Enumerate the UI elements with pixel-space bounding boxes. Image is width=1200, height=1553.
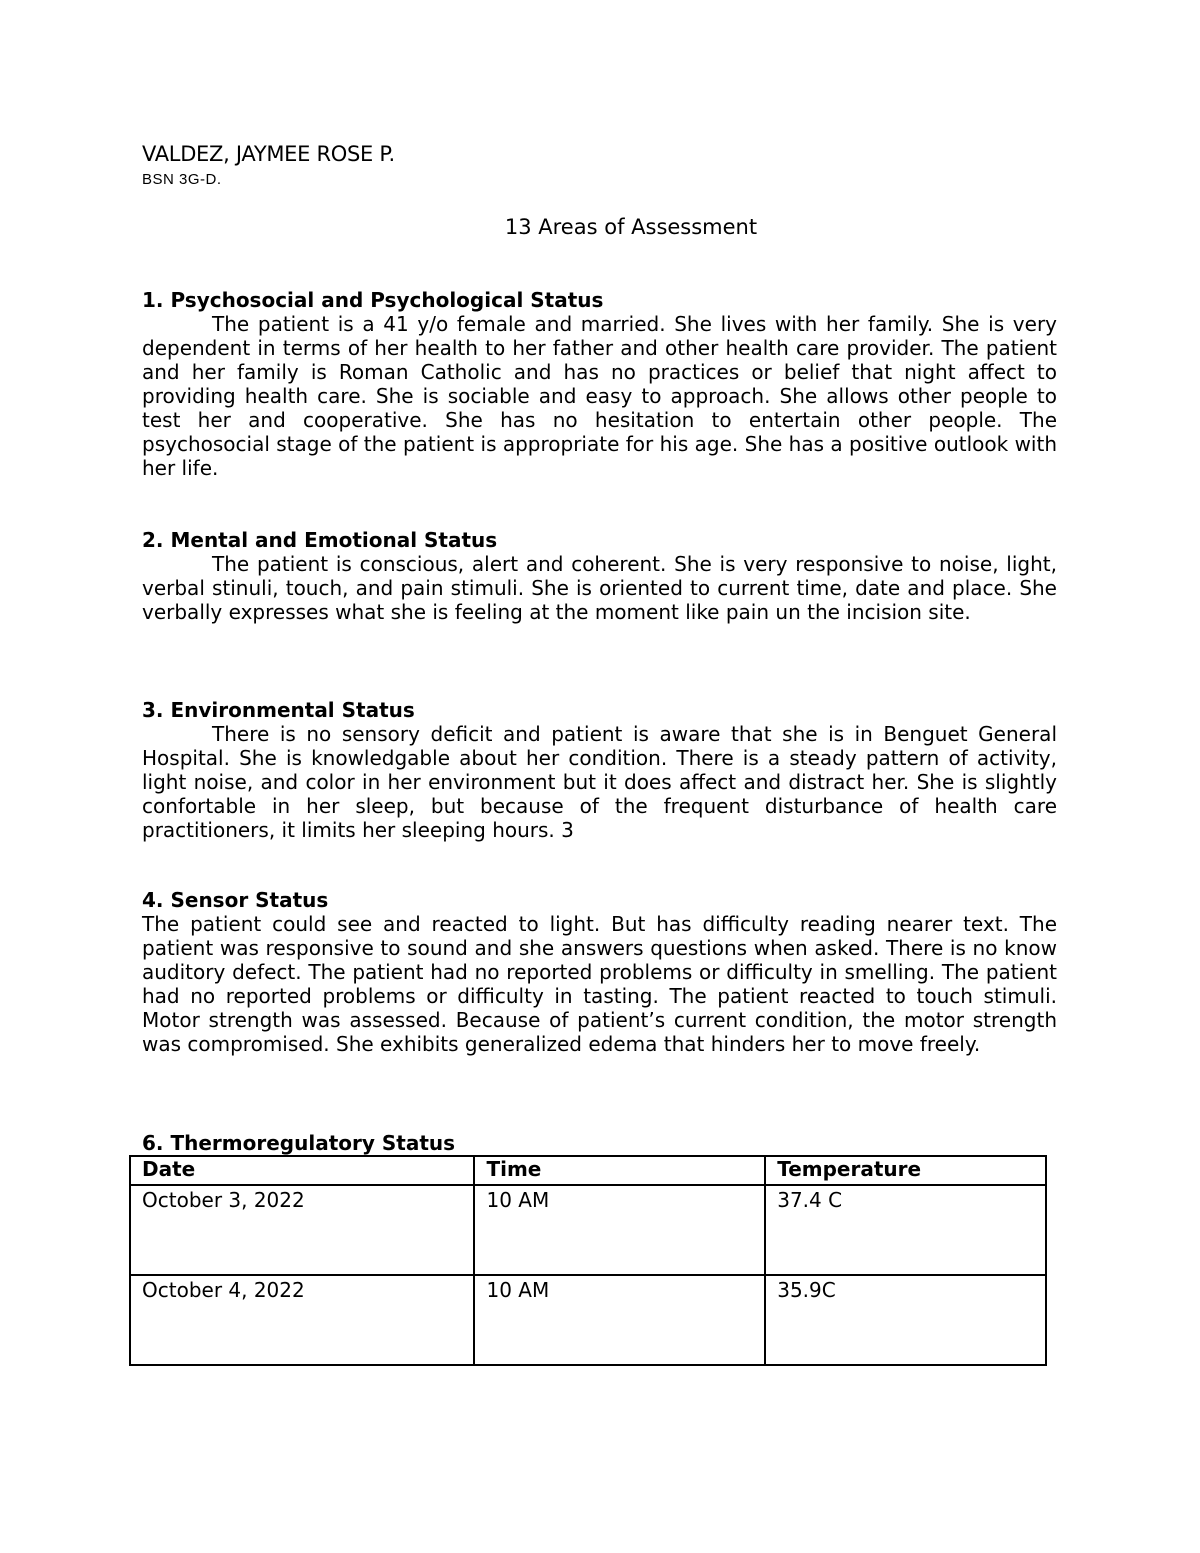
section-mental-emotional (142, 528, 1057, 624)
cell-temperature: 37.4 C (765, 1185, 1046, 1275)
author-class: BSN 3G-D. (142, 171, 222, 188)
cell-date: October 4, 2022 (130, 1275, 474, 1365)
table-row (130, 1275, 1046, 1365)
section-heading: 3. Environmental Status (142, 698, 415, 722)
section-body: The patient is conscious, alert and coherent. She is very responsive to noise, light, verbal stinuli, touch, and pain stimuli. She is oriented to current time, date and place. She verbally expresses what she is feeling at the moment like pain un the incision site. (142, 552, 1057, 624)
column-header-date: Date (130, 1156, 474, 1185)
section-body: The patient could see and reacted to light. But has difficulty reading nearer text. The patient was responsive to sound and she answers questions when asked. There is no know auditory defect. The patient had no reported problems or difficulty in smelling. The patient had no reported problems or difficulty in tasting. The patient reacted to touch stimuli. Motor strength was assessed. Because of patient’s current condition, the motor strength was compromised. She exhibits generalized edema that hinders her to move freely. (142, 912, 1057, 1056)
document-title: 13 Areas of Assessment (504, 215, 758, 239)
section-body: The patient is a 41 y/o female and married. She lives with her family. She is very dependent in terms of her health to her father and other health care provider. The patient and her family is Roman Catholic and has no practices or belief that night affect to providing health care. She is sociable and easy to approach. She allows other people to test her and cooperative. She has no hesitation to entertain other people. The psychosocial stage of the patient is appropriate for his age. She has a positive outlook with her life. (142, 312, 1057, 480)
section-sensor (142, 888, 1057, 1056)
table-row (130, 1185, 1046, 1275)
column-header-temperature: Temperature (765, 1156, 1046, 1185)
column-header-time: Time (474, 1156, 765, 1185)
cell-temperature: 35.9C (765, 1275, 1046, 1365)
cell-date: October 3, 2022 (130, 1185, 474, 1275)
cell-time: 10 AM (474, 1275, 765, 1365)
section-environmental (142, 698, 1057, 842)
section-psychosocial (142, 288, 1057, 480)
section-thermoregulatory (142, 1131, 1057, 1155)
section-heading: 6. Thermoregulatory Status (142, 1131, 456, 1155)
temperature-table (129, 1155, 1047, 1366)
table-header-row (130, 1156, 1046, 1185)
section-heading: 1. Psychosocial and Psychological Status (142, 288, 604, 312)
author-name: VALDEZ, JAYMEE ROSE P. (142, 142, 395, 166)
section-body: There is no sensory deficit and patient is aware that she is in Benguet General Hospital. She is knowledgable about her condition. There is a steady pattern of activity, light noise, and color in her environment but it does affect and distract her. She is slightly confortable in her sleep, but because of the frequent disturbance of health care practitioners, it limits her sleeping hours. 3 (142, 722, 1057, 842)
cell-time: 10 AM (474, 1185, 765, 1275)
section-heading: 2. Mental and Emotional Status (142, 528, 498, 552)
section-heading: 4. Sensor Status (142, 888, 329, 912)
